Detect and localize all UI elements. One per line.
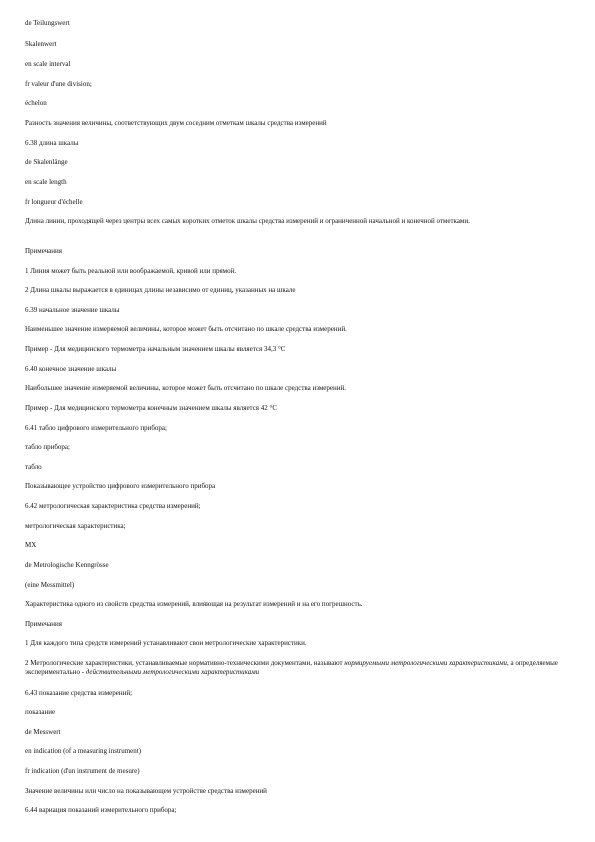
text-line: Пример - Для медицинского термометра начальным значением шкалы является 34,3 °С — [25, 345, 286, 353]
text-paragraph — [25, 659, 573, 677]
text-line: MX — [25, 541, 37, 549]
section-heading: 6.43 показание средства измерений; — [25, 689, 133, 697]
text-line: показание — [25, 708, 56, 716]
section-heading: 6.38 длина шкалы — [25, 139, 79, 147]
text-line: de Teilungswert — [25, 19, 70, 27]
text-line: табло прибора; — [25, 443, 70, 451]
section-heading: 6.44 вариация показаний измерительного прибора; — [25, 806, 177, 814]
text-line: fr longueur d'échelle — [25, 198, 83, 206]
notes-heading: Примечания — [25, 620, 63, 628]
text-line: en scale interval — [25, 60, 71, 68]
text-line: de Metrologische Kenngrösse — [25, 561, 109, 569]
text-run: , а определяемые экспериментально - — [25, 659, 558, 676]
text-line: fr indication (d'un instrument de mesure) — [25, 767, 140, 775]
text-line: Пример - Для медицинского термометра конечным значением шкалы является 42 °С — [25, 404, 277, 412]
section-heading: 6.39 начальное значение шкалы — [25, 306, 120, 314]
notes-heading: Примечания — [25, 247, 63, 255]
text-line: de Skalenlänge — [25, 158, 68, 166]
text-line: метрологическая характеристика; — [25, 522, 126, 530]
text-line: (eine Messmittel) — [25, 581, 75, 589]
text-line: Skalenwert — [25, 40, 57, 48]
text-line: табло — [25, 463, 42, 471]
text-line: échelon — [25, 99, 47, 107]
text-line: Наименьшее значение измеряемой величины, которое может быть отсчитано по шкале средства измерений. — [25, 325, 347, 333]
text-line: 2 Длина шкалы выражается в единицах длины независимо от единиц, указанных на шкале — [25, 286, 296, 294]
italic-term: нормируемыми метрологическими характеристиками — [344, 659, 508, 667]
text-line: de Messwert — [25, 728, 61, 736]
section-heading: 6.40 конечное значение шкалы — [25, 365, 117, 373]
text-line: Разность значения величины, соответствующих двум соседним отметкам шкалы средства измерений — [25, 119, 327, 127]
italic-term: действительными метрологическими характеристиками — [85, 668, 260, 676]
text-line: en scale length — [25, 178, 67, 186]
text-line: 1 Для каждого типа средств измерений устанавливают свои метрологические характеристики. — [25, 639, 307, 647]
text-line: 1 Линия может быть реальной или воображаемой, кривой или прямой. — [25, 267, 237, 275]
text-run: 2 Метрологические характеристики, устанавливаемые нормативно-техническими документами, называют — [25, 659, 345, 667]
text-line: Значение величины или число на показывающем устройстве средства измерений — [25, 787, 267, 795]
text-paragraph: Длина линии, проходящей через центры всех самых коротких отметок шкалы средства измерений и ограниченной начальной и конечной отметками. — [25, 217, 470, 225]
text-line: Характеристика одного из свойств средства измерений, влияющая на результат измерений и на его погрешность. — [25, 600, 363, 608]
section-heading: 6.41 табло цифрового измерительного прибора; — [25, 424, 167, 432]
text-line: Наибольшее значение измеряемой величины, которое может быть отсчитано по шкале средства измерений. — [25, 384, 346, 392]
text-line: fr valeur d'une division; — [25, 80, 92, 88]
text-line: Показывающее устройство цифрового измерительного прибора — [25, 482, 216, 490]
text-line: en indication (of a measuring instrument) — [25, 747, 142, 755]
section-heading: 6.42 метрологическая характеристика средства измерений; — [25, 502, 201, 510]
